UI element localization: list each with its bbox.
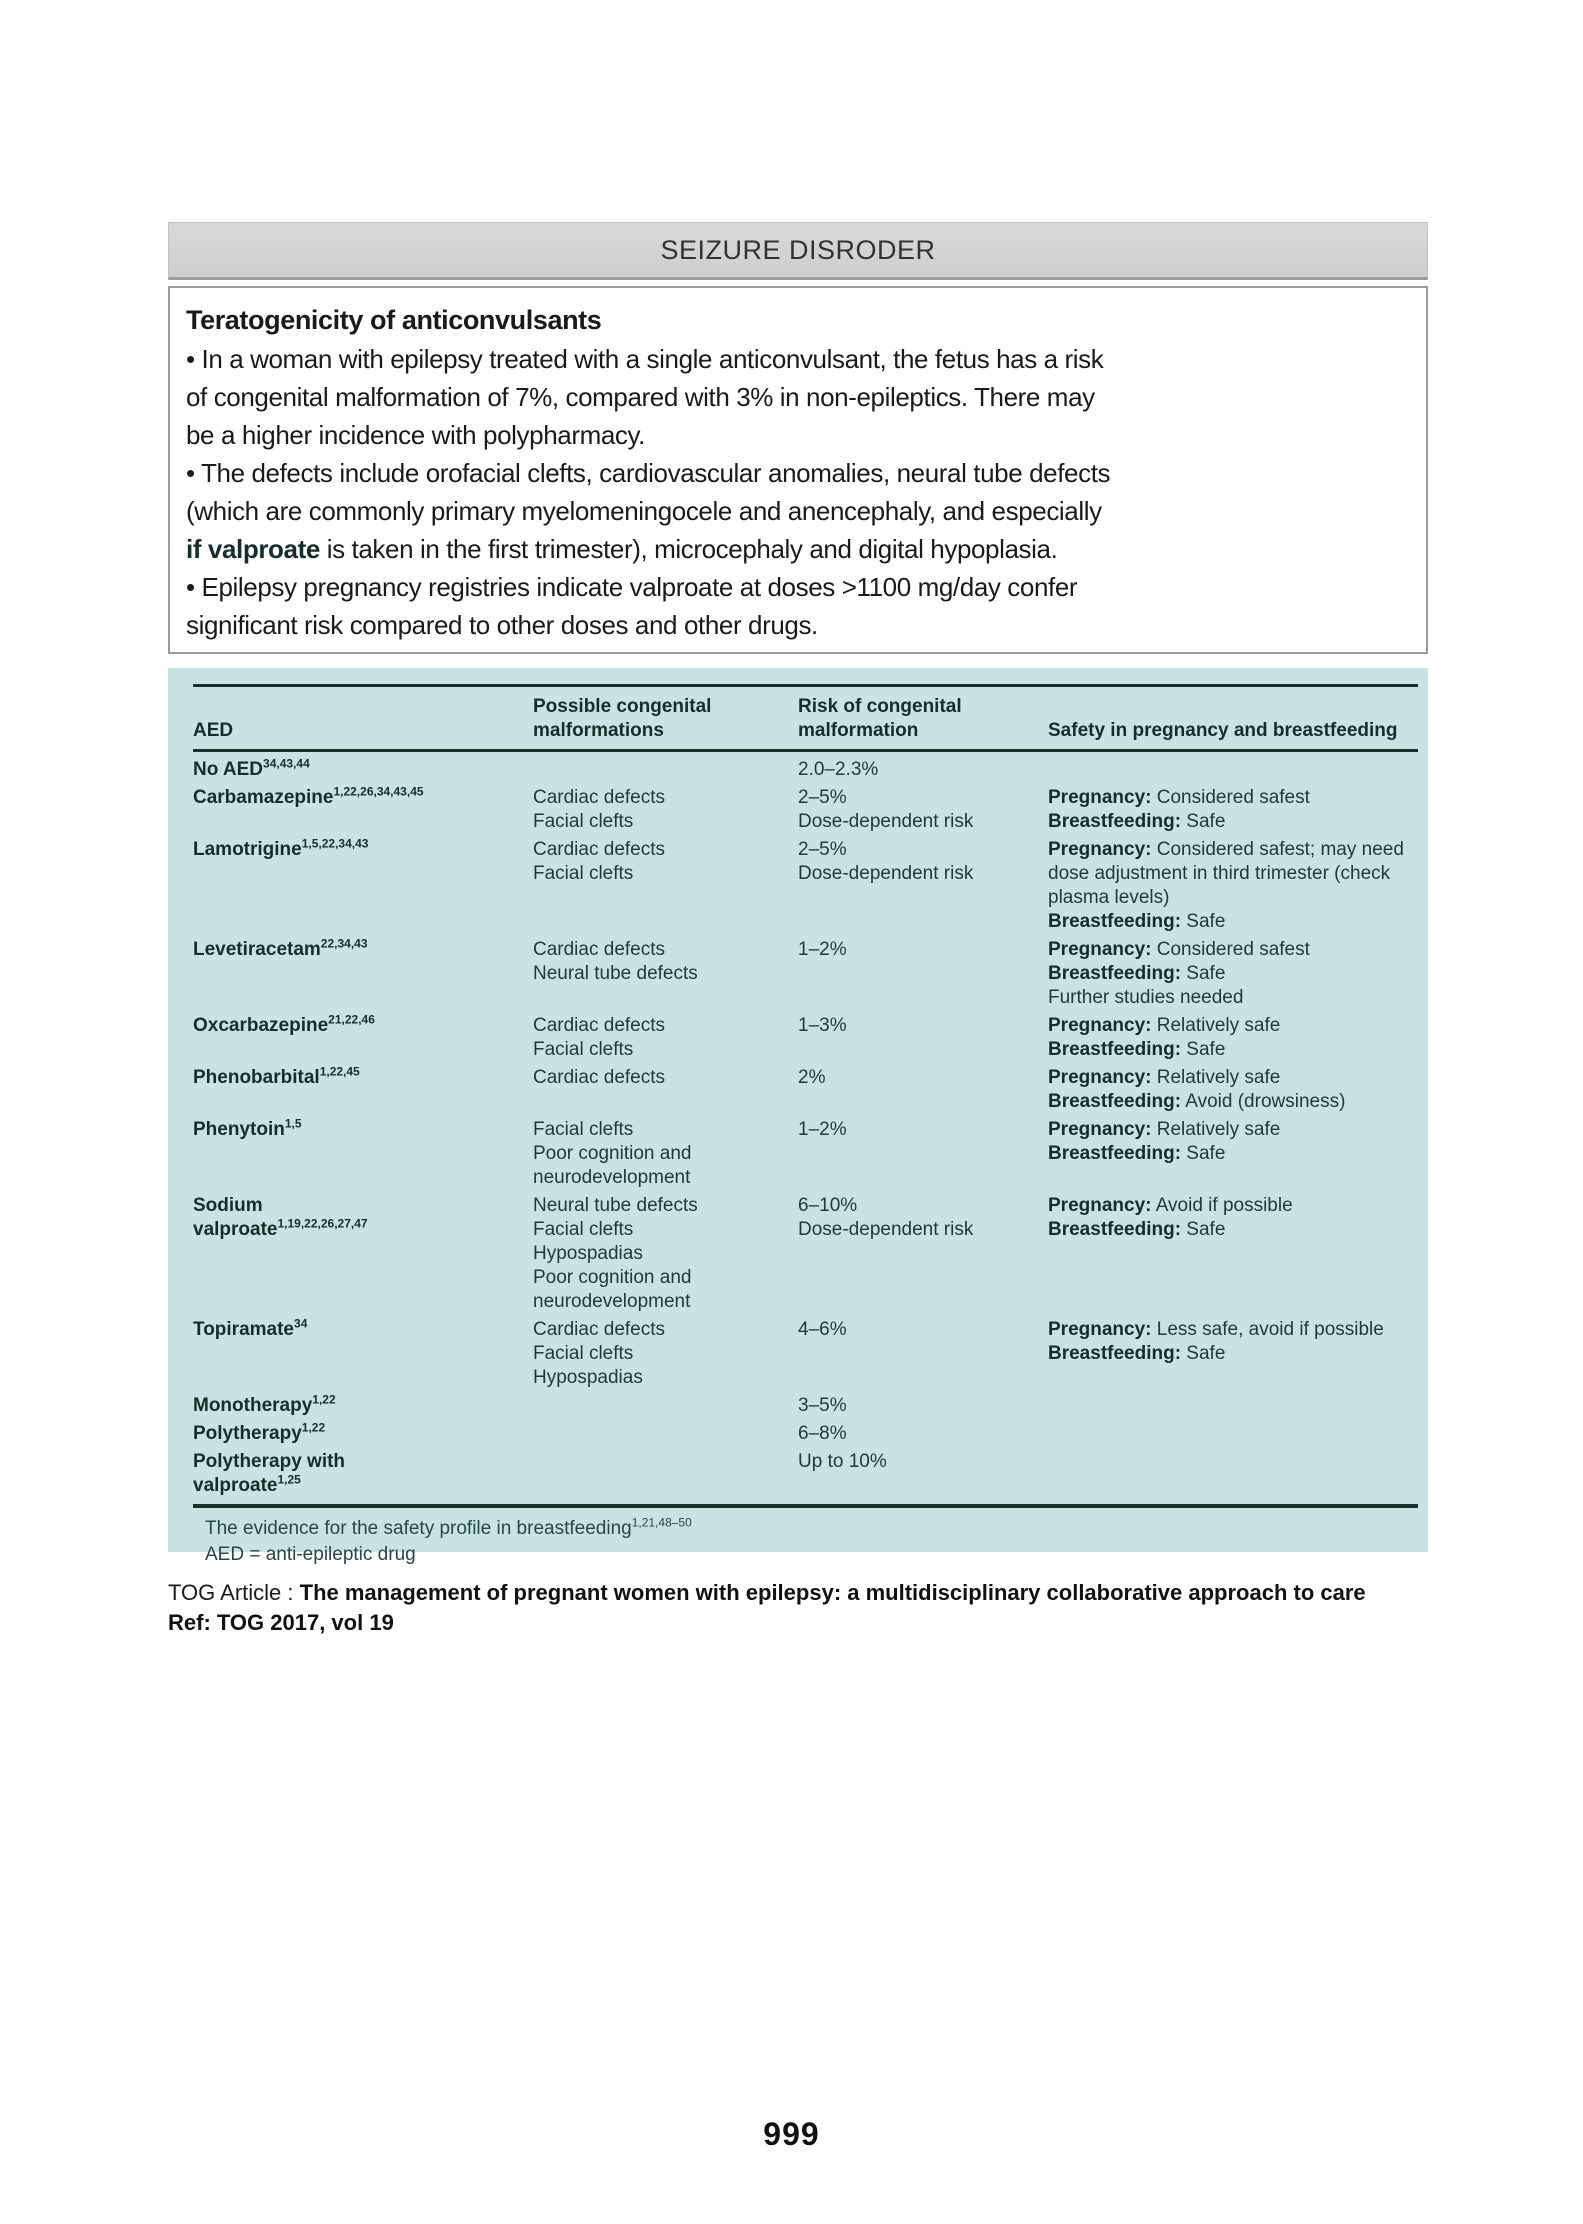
- text: (which are commonly primary myelomeningocele and anencephaly, and especially: [186, 496, 1102, 526]
- text: Safe: [1181, 1343, 1226, 1364]
- bold-text: valproate: [193, 1475, 278, 1496]
- malformations-cell: [533, 1318, 798, 1390]
- text: Dose-dependent risk: [798, 811, 974, 832]
- text: Cardiac defects: [533, 1067, 666, 1088]
- cell-line: [798, 938, 1048, 962]
- text: Poor cognition and: [533, 1267, 692, 1288]
- text: Facial clefts: [533, 1039, 634, 1060]
- text: Relatively safe: [1151, 1067, 1281, 1088]
- cell-line: [1048, 1038, 1418, 1062]
- reference-superscript: 1,5: [284, 1116, 302, 1131]
- cell-line: [193, 1066, 533, 1090]
- table-row: [193, 1394, 1418, 1418]
- reference-superscript: 1,22,26,34,43,45: [333, 784, 424, 799]
- article-caption: [168, 1578, 1366, 1638]
- safety-cell: [1048, 758, 1418, 782]
- malformations-cell: [533, 1014, 798, 1062]
- cell-line: [1048, 1066, 1418, 1090]
- cell-line: [798, 810, 1048, 834]
- risk-cell: [798, 1318, 1048, 1390]
- text: Safe: [1181, 1219, 1226, 1240]
- bold-text: Pregnancy:: [1048, 787, 1152, 808]
- cell-line: [533, 1242, 798, 1266]
- text: Neural tube defects: [533, 1195, 698, 1216]
- bold-text: Levetiracetam: [193, 939, 321, 960]
- cell-line: [533, 1194, 798, 1218]
- safety-cell: [1048, 838, 1418, 934]
- text: • The defects include orofacial clefts, cardiovascular anomalies, neural tube defects: [186, 458, 1111, 488]
- safety-cell: [1048, 1450, 1418, 1498]
- text: is taken in the first trimester), microcephaly and digital hypoplasia.: [319, 534, 1058, 564]
- info-line: [186, 454, 1410, 492]
- caption-title: The management of pregnant women with epilepsy: a multidisciplinary collaborative approach to care: [299, 1580, 1366, 1605]
- safety-cell: [1048, 1394, 1418, 1418]
- text: Neural tube defects: [533, 963, 698, 984]
- cell-line: [1048, 938, 1418, 962]
- text: Dose-dependent risk: [798, 863, 974, 884]
- text: Facial clefts: [533, 1219, 634, 1240]
- cell-line: [1048, 810, 1418, 834]
- info-line: [186, 378, 1410, 416]
- header-line: Possible congenital: [533, 696, 712, 717]
- cell-line: [1048, 1014, 1418, 1038]
- header-line: Safety in pregnancy and breastfeeding: [1048, 720, 1398, 741]
- cell-line: [1048, 838, 1418, 862]
- text: Hypospadias: [533, 1243, 643, 1264]
- cell-line: [533, 1318, 798, 1342]
- cell-line: [193, 1218, 533, 1242]
- text: 3–5%: [798, 1395, 847, 1416]
- text: Dose-dependent risk: [798, 1219, 974, 1240]
- malformations-cell: [533, 938, 798, 1010]
- text: Safe: [1181, 1143, 1226, 1164]
- caption-line-1: [168, 1578, 1366, 1608]
- bold-text: Monotherapy: [193, 1395, 313, 1416]
- text: Facial clefts: [533, 1343, 634, 1364]
- bold-text: Pregnancy:: [1048, 939, 1152, 960]
- malformations-cell: [533, 838, 798, 934]
- cell-line: [1048, 962, 1418, 986]
- reference-superscript: 22,34,43: [320, 936, 368, 951]
- cell-line: [533, 1118, 798, 1142]
- reference-superscript: 21,22,46: [328, 1012, 375, 1027]
- column-header-malformations: [533, 695, 798, 743]
- text: dose adjustment in third trimester (check: [1048, 863, 1391, 884]
- bold-text: Breastfeeding:: [1048, 1343, 1182, 1364]
- table-row: [193, 938, 1418, 1010]
- text: Considered safest: [1151, 787, 1310, 808]
- cell-line: [193, 1450, 533, 1474]
- safety-cell: [1048, 1422, 1418, 1446]
- bold-text: valproate: [193, 1219, 278, 1240]
- cell-line: [533, 1266, 798, 1290]
- cell-line: [533, 1066, 798, 1090]
- cell-line: [1048, 786, 1418, 810]
- aed-cell: [193, 1450, 533, 1498]
- table-footnote: [205, 1516, 1418, 1542]
- reference-superscript: 34: [294, 1316, 308, 1331]
- risk-cell: [798, 1194, 1048, 1314]
- cell-line: [798, 1218, 1048, 1242]
- aed-cell: [193, 1194, 533, 1314]
- cell-line: [798, 1450, 1048, 1474]
- cell-line: [1048, 1194, 1418, 1218]
- text: Relatively safe: [1151, 1119, 1281, 1140]
- text: be a higher incidence with polypharmacy.: [186, 420, 646, 450]
- bold-text: Breastfeeding:: [1048, 1143, 1182, 1164]
- risk-cell: [798, 838, 1048, 934]
- table-footnote: [205, 1542, 1418, 1568]
- bold-text: Breastfeeding:: [1048, 1219, 1182, 1240]
- info-line: [186, 416, 1410, 454]
- bold-text: Polytherapy: [193, 1423, 302, 1444]
- cell-line: [193, 1318, 533, 1342]
- header-line: malformation: [798, 720, 919, 741]
- text: significant risk compared to other doses and other drugs.: [186, 610, 818, 640]
- reference-superscript: 1,21,48–50: [631, 1515, 692, 1530]
- bold-text: if valproate: [186, 534, 320, 564]
- safety-cell: [1048, 786, 1418, 834]
- text: The evidence for the safety profile in breastfeeding: [205, 1518, 632, 1539]
- text: Avoid if possible: [1151, 1195, 1293, 1216]
- cell-line: [1048, 862, 1418, 886]
- table-row: [193, 1318, 1418, 1390]
- table-row: [193, 786, 1418, 834]
- bold-text: Breastfeeding:: [1048, 811, 1182, 832]
- cell-line: [533, 1014, 798, 1038]
- text: Cardiac defects: [533, 787, 666, 808]
- malformations-cell: [533, 1450, 798, 1498]
- cell-line: [533, 786, 798, 810]
- caption-ref: Ref: TOG 2017, vol 19: [168, 1610, 394, 1635]
- risk-cell: [798, 1014, 1048, 1062]
- category-band-title: SEIZURE DISRODER: [660, 234, 936, 265]
- bold-text: Polytherapy with: [193, 1451, 346, 1472]
- text: Safe: [1181, 1039, 1226, 1060]
- reference-superscript: 1,19,22,26,27,47: [277, 1216, 368, 1231]
- cell-line: [533, 1342, 798, 1366]
- bold-text: Pregnancy:: [1048, 1195, 1152, 1216]
- text: • In a woman with epilepsy treated with a single anticonvulsant, the fetus has a risk: [186, 344, 1104, 374]
- aed-table: [168, 668, 1428, 1565]
- text: Poor cognition and: [533, 1143, 692, 1164]
- text: 2–5%: [798, 839, 847, 860]
- cell-line: [533, 1218, 798, 1242]
- cell-line: [798, 786, 1048, 810]
- malformations-cell: [533, 1422, 798, 1446]
- safety-cell: [1048, 1194, 1418, 1314]
- risk-cell: [798, 1450, 1048, 1498]
- reference-superscript: 34,43,44: [263, 756, 310, 771]
- cell-line: [533, 1166, 798, 1190]
- cell-line: [533, 938, 798, 962]
- text: Facial clefts: [533, 811, 634, 832]
- cell-line: [1048, 1342, 1418, 1366]
- text: plasma levels): [1048, 887, 1170, 908]
- caption-prefix: TOG Article :: [168, 1580, 300, 1605]
- malformations-cell: [533, 1394, 798, 1418]
- bold-text: Phenytoin: [193, 1119, 285, 1140]
- table-row: [193, 1118, 1418, 1190]
- text: Up to 10%: [798, 1451, 887, 1472]
- text: Safe: [1181, 911, 1226, 932]
- text: neurodevelopment: [533, 1167, 691, 1188]
- info-line: [186, 492, 1410, 530]
- malformations-cell: [533, 786, 798, 834]
- info-box: [168, 286, 1428, 654]
- cell-line: [193, 838, 533, 862]
- category-band: [168, 222, 1428, 280]
- text: Cardiac defects: [533, 1015, 666, 1036]
- info-line: [186, 530, 1410, 568]
- cell-line: [533, 1366, 798, 1390]
- reference-superscript: 1,5,22,34,43: [301, 836, 369, 851]
- text: neurodevelopment: [533, 1291, 691, 1312]
- info-line: [186, 606, 1410, 644]
- table-row: [193, 758, 1418, 782]
- text: Avoid (drowsiness): [1181, 1091, 1346, 1112]
- bold-text: Breastfeeding:: [1048, 1039, 1182, 1060]
- cell-line: [798, 1194, 1048, 1218]
- risk-cell: [798, 938, 1048, 1010]
- bold-text: Sodium: [193, 1195, 263, 1216]
- risk-cell: [798, 1118, 1048, 1190]
- cell-line: [1048, 1218, 1418, 1242]
- text: Considered safest: [1151, 939, 1310, 960]
- bold-text: Topiramate: [193, 1319, 295, 1340]
- cell-line: [798, 1118, 1048, 1142]
- bold-text: Carbamazepine: [193, 787, 334, 808]
- malformations-cell: [533, 758, 798, 782]
- cell-line: [193, 1394, 533, 1418]
- cell-line: [1048, 1318, 1418, 1342]
- bold-text: Pregnancy:: [1048, 1015, 1152, 1036]
- bold-text: Oxcarbazepine: [193, 1015, 329, 1036]
- text: 1–2%: [798, 939, 847, 960]
- aed-cell: [193, 1014, 533, 1062]
- table-row: [193, 1014, 1418, 1062]
- bold-text: No AED: [193, 759, 264, 780]
- cell-line: [533, 1142, 798, 1166]
- reference-superscript: 1,22: [312, 1392, 336, 1407]
- bold-text: Phenobarbital: [193, 1067, 320, 1088]
- text: • Epilepsy pregnancy registries indicate valproate at doses >1100 mg/day confer: [186, 572, 1078, 602]
- safety-cell: [1048, 1118, 1418, 1190]
- column-header-aed: [193, 719, 533, 743]
- bold-text: Breastfeeding:: [1048, 963, 1182, 984]
- risk-cell: [798, 758, 1048, 782]
- cell-line: [193, 1422, 533, 1446]
- cell-line: [1048, 1118, 1418, 1142]
- cell-line: [533, 810, 798, 834]
- malformations-cell: [533, 1066, 798, 1114]
- aed-cell: [193, 1066, 533, 1114]
- column-header-safety: [1048, 719, 1418, 743]
- info-box-body: [186, 340, 1410, 644]
- safety-cell: [1048, 1066, 1418, 1114]
- text: Further studies needed: [1048, 987, 1244, 1008]
- malformations-cell: [533, 1118, 798, 1190]
- risk-cell: [798, 1422, 1048, 1446]
- text: 4–6%: [798, 1319, 847, 1340]
- info-line: [186, 568, 1410, 606]
- bold-text: Breastfeeding:: [1048, 911, 1182, 932]
- text: Cardiac defects: [533, 839, 666, 860]
- text: Relatively safe: [1151, 1015, 1281, 1036]
- cell-line: [193, 786, 533, 810]
- text: Cardiac defects: [533, 939, 666, 960]
- text: Safe: [1181, 963, 1226, 984]
- cell-line: [533, 838, 798, 862]
- malformations-cell: [533, 1194, 798, 1314]
- cell-line: [193, 1474, 533, 1498]
- table-header-row: [193, 687, 1418, 749]
- cell-line: [798, 758, 1048, 782]
- aed-cell: [193, 1394, 533, 1418]
- text: 2.0–2.3%: [798, 759, 879, 780]
- cell-line: [798, 862, 1048, 886]
- cell-line: [193, 938, 533, 962]
- text: Facial clefts: [533, 1119, 634, 1140]
- table-row: [193, 1066, 1418, 1114]
- cell-line: [798, 838, 1048, 862]
- reference-superscript: 1,22,45: [319, 1064, 360, 1079]
- column-header-risk: [798, 695, 1048, 743]
- text: of congenital malformation of 7%, compared with 3% in non-epileptics. There may: [186, 382, 1095, 412]
- cell-line: [798, 1394, 1048, 1418]
- table-row: [193, 838, 1418, 934]
- cell-line: [533, 1290, 798, 1314]
- table-bottom-rule: [193, 1504, 1418, 1508]
- aed-cell: [193, 1118, 533, 1190]
- cell-line: [1048, 1142, 1418, 1166]
- cell-line: [193, 1014, 533, 1038]
- text: Cardiac defects: [533, 1319, 666, 1340]
- bold-text: Pregnancy:: [1048, 1067, 1152, 1088]
- aed-cell: [193, 838, 533, 934]
- bold-text: Lamotrigine: [193, 839, 302, 860]
- text: Safe: [1181, 811, 1226, 832]
- info-box-title: Teratogenicity of anticonvulsants: [186, 305, 602, 335]
- bold-text: Pregnancy:: [1048, 1119, 1152, 1140]
- header-line: Risk of congenital: [798, 696, 962, 717]
- text: Less safe, avoid if possible: [1151, 1319, 1384, 1340]
- table-footnotes: [205, 1516, 1418, 1568]
- page-number: 999: [763, 2116, 820, 2152]
- table-row: [193, 1450, 1418, 1498]
- cell-line: [533, 962, 798, 986]
- cell-line: [1048, 886, 1418, 910]
- bold-text: Pregnancy:: [1048, 1319, 1152, 1340]
- header-line: malformations: [533, 720, 664, 741]
- reference-superscript: 1,25: [277, 1472, 301, 1487]
- cell-line: [193, 1194, 533, 1218]
- table-row: [193, 1194, 1418, 1314]
- cell-line: [193, 758, 533, 782]
- aed-cell: [193, 1318, 533, 1390]
- text: 1–2%: [798, 1119, 847, 1140]
- risk-cell: [798, 1394, 1048, 1418]
- safety-cell: [1048, 1318, 1418, 1390]
- bold-text: Breastfeeding:: [1048, 1091, 1182, 1112]
- cell-line: [1048, 910, 1418, 934]
- cell-line: [533, 862, 798, 886]
- table-row: [193, 1422, 1418, 1446]
- cell-line: [533, 1038, 798, 1062]
- cell-line: [1048, 986, 1418, 1010]
- risk-cell: [798, 786, 1048, 834]
- text: Facial clefts: [533, 863, 634, 884]
- reference-superscript: 1,22: [301, 1420, 326, 1435]
- text: AED = anti-epileptic drug: [205, 1544, 416, 1565]
- text: Hypospadias: [533, 1367, 643, 1388]
- cell-line: [798, 1066, 1048, 1090]
- aed-cell: [193, 1422, 533, 1446]
- cell-line: [1048, 1090, 1418, 1114]
- text: 2–5%: [798, 787, 847, 808]
- risk-cell: [798, 1066, 1048, 1114]
- aed-cell: [193, 758, 533, 782]
- text: 6–10%: [798, 1195, 858, 1216]
- info-line: [186, 340, 1410, 378]
- table-header-rule: [193, 749, 1418, 752]
- header-line: AED: [193, 720, 234, 741]
- text: 1–3%: [798, 1015, 847, 1036]
- cell-line: [798, 1014, 1048, 1038]
- aed-cell: [193, 938, 533, 1010]
- safety-cell: [1048, 938, 1418, 1010]
- safety-cell: [1048, 1014, 1418, 1062]
- cell-line: [798, 1318, 1048, 1342]
- aed-cell: [193, 786, 533, 834]
- cell-line: [798, 1422, 1048, 1446]
- cell-line: [193, 1118, 533, 1142]
- text: Considered safest; may need: [1151, 839, 1404, 860]
- text: 6–8%: [798, 1423, 847, 1444]
- bold-text: Pregnancy:: [1048, 839, 1152, 860]
- text: 2%: [798, 1067, 826, 1088]
- table-body: [193, 758, 1418, 1498]
